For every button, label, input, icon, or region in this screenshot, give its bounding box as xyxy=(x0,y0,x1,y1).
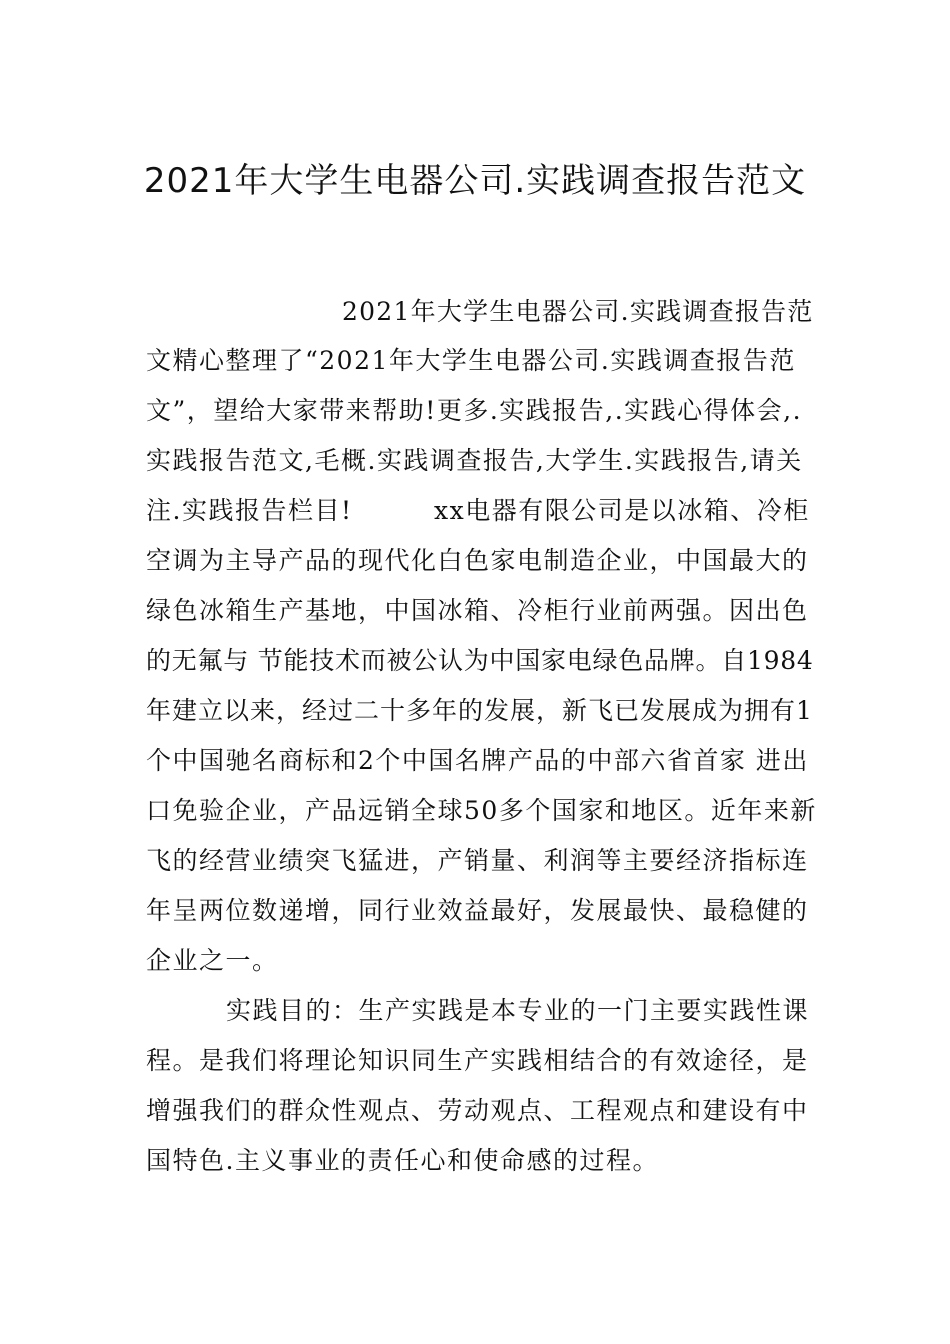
paragraph-line: 年呈两位数递增，同行业效益最好，发展最快、最稳健的 xyxy=(146,896,809,925)
paragraph-line: 企业之一。 xyxy=(146,946,279,975)
paragraph-line: 空调为主导产品的现代化白色家电制造企业，中国最大的 xyxy=(146,546,809,575)
paragraph-line: 绿色冰箱生产基地，中国冰箱、冷柜行业前两强。因出色 xyxy=(146,596,809,625)
paragraph-line: 飞的经营业绩突飞猛进，产销量、利润等主要经济指标连 xyxy=(146,846,809,875)
paragraph-line: 年建立以来，经过二十多年的发展，新飞已发展成为拥有1 xyxy=(146,696,813,725)
paragraph-line: 的无氟与 节能技术而被公认为中国家电绿色品牌。自1984 xyxy=(146,646,814,675)
paragraph-line: 文精心整理了“2021年大学生电器公司.实践调查报告范 xyxy=(146,346,796,375)
paragraph-line: 国特色.主义事业的责任心和使命感的过程。 xyxy=(146,1146,659,1175)
paragraph-line: 程。是我们将理论知识同生产实践相结合的有效途径，是 xyxy=(146,1046,809,1075)
paragraph-line: 实践报告范文,毛概.实践调查报告,大学生.实践报告,请关 xyxy=(146,446,803,475)
paragraph-line: 2021年大学生电器公司.实践调查报告范 xyxy=(342,297,814,326)
paragraph-line: 增强我们的群众性观点、劳动观点、工程观点和建设有中 xyxy=(146,1096,809,1125)
document-title: 2021年大学生电器公司.实践调查报告范文 xyxy=(143,161,807,201)
paragraph-line: xx电器有限公司是以冰箱、冷柜 xyxy=(434,496,810,525)
paragraph-line: 个中国驰名商标和2个中国名牌产品的中部六省首家 进出 xyxy=(146,746,809,775)
paragraph-line: 文”，望给大家带来帮助!更多.实践报告,.实践心得体会,. xyxy=(146,396,803,425)
paragraph-line: 实践目的：生产实践是本专业的一门主要实践性课 xyxy=(226,996,810,1025)
paragraph-line: 口免验企业，产品远销全球50多个国家和地区。近年来新 xyxy=(146,796,817,825)
paragraph-line: 注.实践报告栏目! xyxy=(146,496,353,525)
